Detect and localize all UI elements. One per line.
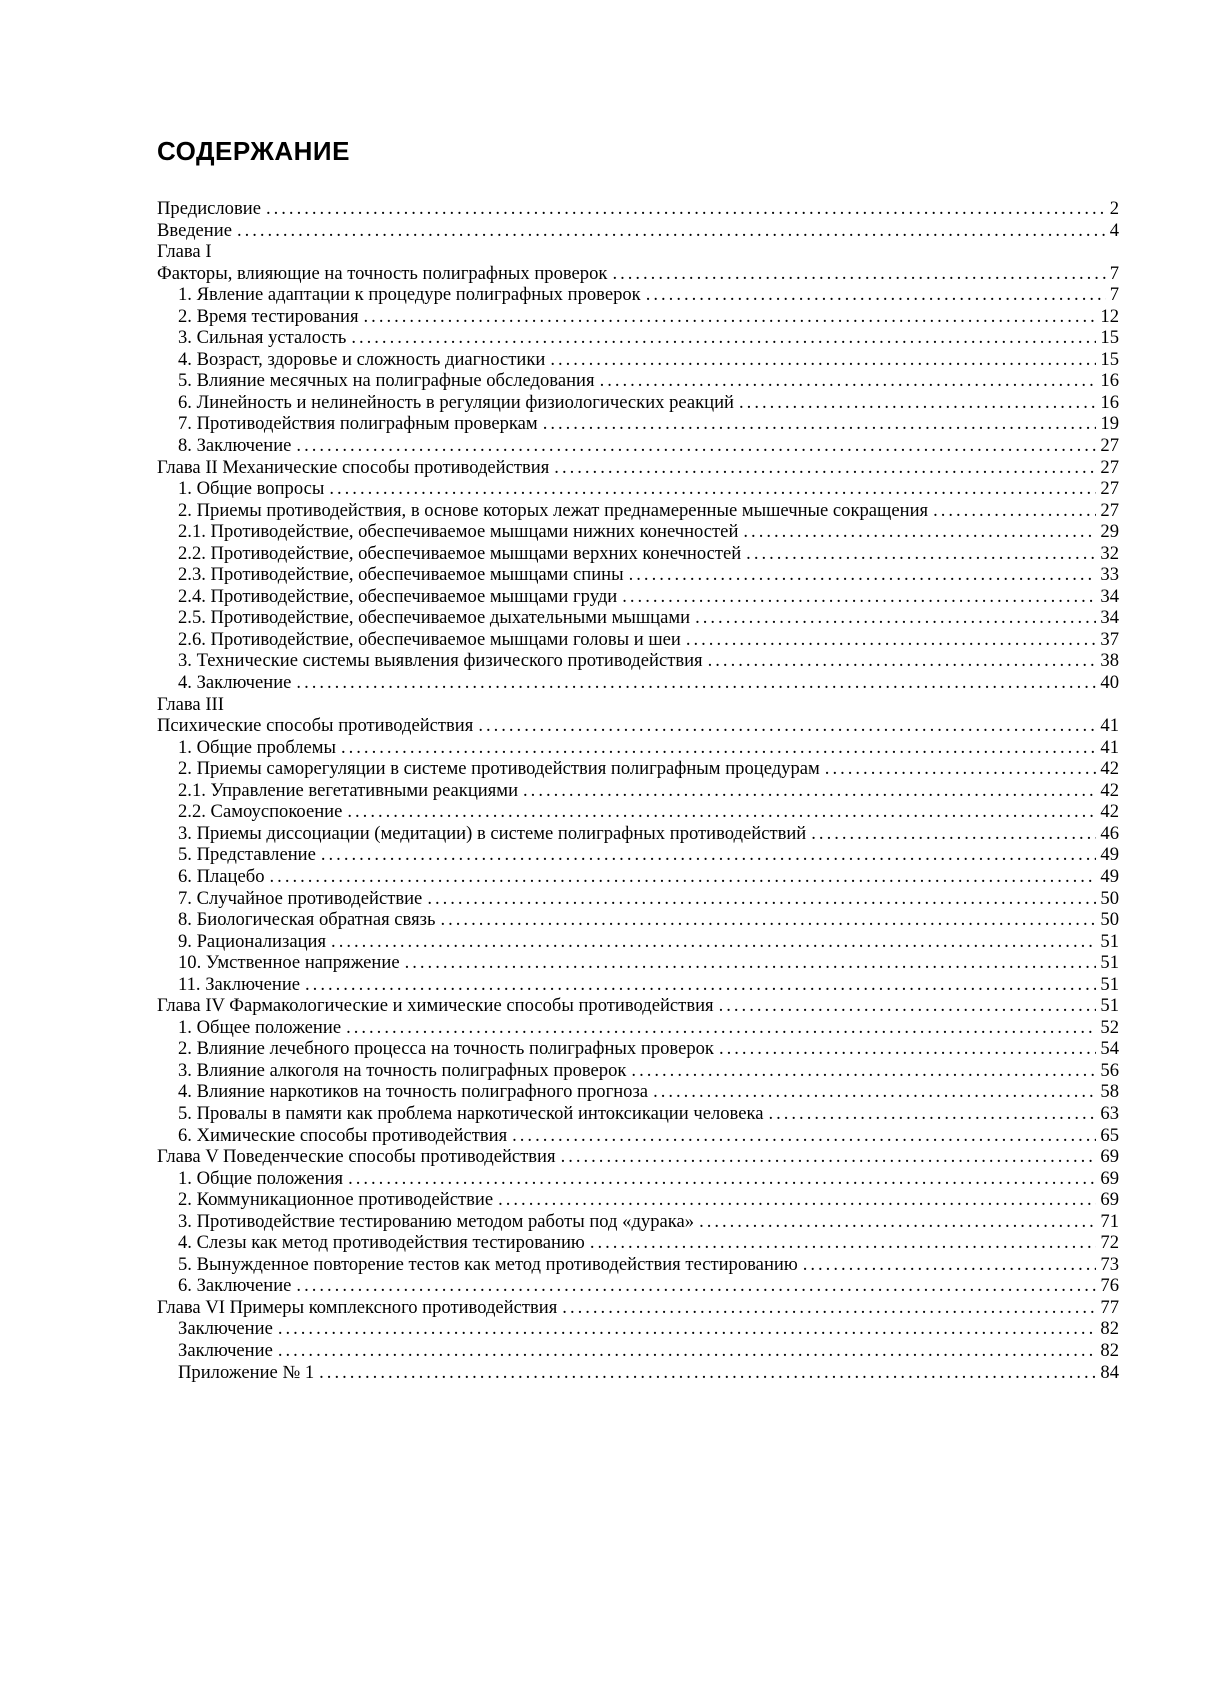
toc-entry-page: 84 [1100,1361,1119,1383]
toc-entry [157,1189,1119,1211]
toc-entry-label: 1. Общее положение [178,1016,342,1038]
toc-entry [157,564,1119,586]
dot-leader [768,1103,1096,1125]
dot-leader [600,370,1097,392]
toc-entry-page: 38 [1100,650,1119,672]
toc-entry-page: 34 [1100,585,1119,607]
toc-entry [157,1168,1119,1190]
toc-entry-page: 49 [1100,865,1119,887]
toc-entry-label: Глава II Механические способы противодействия [157,456,550,478]
toc-entry-label: 7. Случайное противодействие [178,887,423,909]
toc-entry-page: 49 [1100,844,1119,866]
dot-leader [743,521,1096,543]
toc-entry [157,974,1119,996]
toc-entry [157,543,1119,565]
dot-leader [695,607,1096,629]
toc-entry-label: 2.2. Самоуспокоение [178,801,343,823]
toc-entry-page: 34 [1100,607,1119,629]
dot-leader [341,737,1096,759]
toc-entry [157,629,1119,651]
toc-entry [157,306,1119,328]
toc-entry-page: 56 [1100,1059,1119,1081]
page-title: СОДЕРЖАНИЕ [157,136,350,166]
toc-entry-label: Факторы, влияющие на точность полиграфных проверок [157,262,608,284]
dot-leader [347,801,1096,823]
toc-entry-label: 5. Представление [178,844,316,866]
toc-entry-label: 6. Заключение [178,1275,292,1297]
toc-entry [157,435,1119,457]
toc-entry-page: 19 [1100,413,1119,435]
toc-entry [157,1211,1119,1233]
toc-entry [157,801,1119,823]
toc-entry-label: Психические способы противодействия [157,715,474,737]
toc-entry-page: 50 [1100,887,1119,909]
toc-entry [157,1297,1119,1319]
dot-leader [699,1211,1096,1233]
toc-entry-page: 50 [1100,909,1119,931]
toc-entry [157,521,1119,543]
toc-entry [157,413,1119,435]
toc-entry [157,500,1119,522]
toc-entry [157,694,1119,716]
toc-entry [157,478,1119,500]
toc-entry-label: 2.3. Противодействие, обеспечиваемое мышцами спины [178,564,624,586]
toc-entry-label: 2. Влияние лечебного процесса на точность полиграфных проверок [178,1038,714,1060]
toc-entry-label: 2.1. Противодействие, обеспечиваемое мышцами нижних конечностей [178,521,739,543]
toc-entry-page: 16 [1100,370,1119,392]
toc-entry [157,392,1119,414]
toc-entry-page: 42 [1100,758,1119,780]
toc-entry-label: 1. Явление адаптации к процедуре полиграфных проверок [178,284,641,306]
toc-entry-label: 2.5. Противодействие, обеспечиваемое дыхательными мышцами [178,607,691,629]
dot-leader [554,457,1096,479]
toc-entry [157,1318,1119,1340]
toc-entry-page: 37 [1100,628,1119,650]
dot-leader [746,543,1096,565]
toc-entry-label: 10. Умственное напряжение [178,952,400,974]
toc-entry [157,1017,1119,1039]
dot-leader [237,220,1106,242]
toc-entry-label: Глава I [157,241,212,263]
toc-entry-label: 8. Биологическая обратная связь [178,909,436,931]
toc-entry-page: 27 [1100,478,1119,500]
toc-entry-label: 1. Общие положения [178,1167,344,1189]
toc-entry-page: 12 [1100,305,1119,327]
toc-entry [157,931,1119,953]
dot-leader [278,1318,1097,1340]
dot-leader [278,1340,1097,1362]
toc-entry-page: 33 [1100,564,1119,586]
dot-leader [622,586,1096,608]
dot-leader [612,263,1105,285]
toc-entry-page: 71 [1100,1210,1119,1232]
dot-leader [512,1125,1096,1147]
dot-leader [646,284,1106,306]
toc-entry-label: 4. Влияние наркотиков на точность полиграфного прогноза [178,1081,649,1103]
toc-entry-page: 76 [1100,1275,1119,1297]
toc-entry [157,1362,1119,1384]
toc-entry-label: 1. Общие вопросы [178,478,325,500]
dot-leader [405,952,1097,974]
toc-entry [157,370,1119,392]
toc-entry [157,909,1119,931]
dot-leader [590,1232,1097,1254]
dot-leader [708,650,1097,672]
toc-entry [157,1125,1119,1147]
toc-entry-label: 2. Приемы саморегуляции в системе противодействия полиграфным процедурам [178,758,820,780]
toc-entry [157,1081,1119,1103]
toc-list [157,198,1119,1383]
toc-entry [157,220,1119,242]
toc-entry-label: 2.6. Противодействие, обеспечиваемое мышцами головы и шеи [178,628,681,650]
dot-leader [523,780,1096,802]
toc-entry-page: 51 [1100,973,1119,995]
toc-entry [157,823,1119,845]
toc-entry-label: 5. Вынужденное повторение тестов как метод противодействия тестированию [178,1253,798,1275]
dot-leader [266,198,1106,220]
dot-leader [440,909,1096,931]
toc-entry-page: 15 [1100,327,1119,349]
dot-leader [629,564,1097,586]
dot-leader [296,1275,1096,1297]
dot-leader [803,1254,1097,1276]
dot-leader [653,1081,1096,1103]
dot-leader [319,1362,1096,1384]
toc-entry-page: 40 [1100,672,1119,694]
toc-entry-label: Предисловие [157,198,261,219]
toc-entry [157,327,1119,349]
toc-entry-label: 6. Плацебо [178,865,265,887]
toc-entry [157,198,1119,220]
toc-entry-page: 27 [1100,435,1119,457]
toc-entry-label: 3. Приемы диссоциации (медитации) в системе полиграфных противодействий [178,822,807,844]
dot-leader [270,866,1097,888]
toc-entry-page: 15 [1100,348,1119,370]
toc-entry [157,1038,1119,1060]
toc-entry-label: 4. Слезы как метод противодействия тестированию [178,1232,585,1254]
toc-entry-page: 69 [1100,1167,1119,1189]
toc-entry-label: Приложение № 1 [178,1361,315,1383]
toc-entry-page: 42 [1100,801,1119,823]
toc-entry-label: 1. Общие проблемы [178,736,336,758]
toc-entry-page: 46 [1100,822,1119,844]
toc-entry-page: 52 [1100,1016,1119,1038]
toc-entry-label: 3. Технические системы выявления физического противодействия [178,650,703,672]
toc-entry [157,1060,1119,1082]
toc-entry-page: 4 [1109,219,1119,241]
dot-leader [329,478,1096,500]
toc-entry-label: Заключение [178,1339,273,1361]
dot-leader [498,1189,1096,1211]
toc-entry-page: 58 [1100,1081,1119,1103]
toc-entry-page: 54 [1100,1038,1119,1060]
dot-leader [933,500,1096,522]
toc-entry-label: 9. Рационализация [178,930,327,952]
toc-entry-label: 3. Противодействие тестированию методом работы под «дурака» [178,1210,695,1232]
toc-entry [157,758,1119,780]
toc-entry-label: 2.1. Управление вегетативными реакциями [178,779,519,801]
toc-entry-page: 32 [1100,542,1119,564]
toc-entry-label: 3. Влияние алкоголя на точность полиграфных проверок [178,1059,627,1081]
toc-entry-page: 27 [1100,499,1119,521]
toc-entry-label: 7. Противодействия полиграфным проверкам [178,413,538,435]
dot-leader [348,1168,1096,1190]
toc-entry-page: 73 [1100,1253,1119,1275]
toc-entry-label: 5. Провалы в памяти как проблема наркотической интоксикации человека [178,1102,764,1124]
dot-leader [719,995,1097,1017]
toc-entry [157,1275,1119,1297]
dot-leader [296,435,1096,457]
toc-entry-label: 2. Время тестирования [178,305,359,327]
toc-entry-label: 2.4. Противодействие, обеспечиваемое мышцами груди [178,585,618,607]
toc-entry [157,780,1119,802]
toc-entry-label: Глава VI Примеры комплексного противодействия [157,1296,558,1318]
dot-leader [478,715,1096,737]
toc-entry [157,1254,1119,1276]
toc-entry-page: 69 [1100,1189,1119,1211]
dot-leader [427,888,1096,910]
toc-entry-page: 82 [1100,1339,1119,1361]
toc-entry-page: 27 [1100,456,1119,478]
toc-entry-label: 6. Химические способы противодействия [178,1124,508,1146]
toc-entry [157,284,1119,306]
dot-leader [346,1017,1096,1039]
dot-leader [825,758,1097,780]
toc-entry [157,1146,1119,1168]
toc-entry [157,586,1119,608]
toc-entry-label: Глава V Поведенческие способы противодействия [157,1146,556,1168]
toc-entry-page: 7 [1109,284,1119,306]
dot-leader [543,413,1097,435]
dot-leader [631,1060,1096,1082]
toc-entry [157,866,1119,888]
toc-entry-page: 82 [1100,1318,1119,1340]
toc-entry-page: 29 [1100,521,1119,543]
toc-entry-label: Введение [157,219,232,241]
dot-leader [331,931,1096,953]
toc-entry [157,672,1119,694]
toc-entry-label: Заключение [178,1318,273,1340]
toc-entry-page: 51 [1100,995,1119,1017]
toc-entry [157,715,1119,737]
toc-entry-label: 3. Сильная усталость [178,327,347,349]
toc-entry-label: 2. Приемы противодействия, в основе которых лежат преднамеренные мышечные сокращения [178,499,929,521]
dot-leader [811,823,1096,845]
dot-leader [686,629,1097,651]
dot-leader [351,327,1096,349]
toc-entry [157,1232,1119,1254]
toc-entry [157,263,1119,285]
toc-entry-label: 6. Линейность и нелинейность в регуляции физиологических реакций [178,391,735,413]
toc-entry-page: 41 [1100,715,1119,737]
toc-entry-page: 63 [1100,1102,1119,1124]
toc-entry-page: 41 [1100,736,1119,758]
toc-entry-page: 51 [1100,930,1119,952]
dot-leader [719,1038,1096,1060]
toc-entry [157,457,1119,479]
dot-leader [739,392,1096,414]
toc-entry-label: 8. Заключение [178,435,292,457]
toc-entry-page: 2 [1109,198,1119,219]
toc-entry-label: 5. Влияние месячных на полиграфные обследования [178,370,595,392]
dot-leader [321,844,1097,866]
toc-entry-page: 72 [1100,1232,1119,1254]
dot-leader [305,974,1096,996]
toc-entry [157,844,1119,866]
toc-entry-label: 4. Заключение [178,672,292,694]
toc-entry-label: 2.2. Противодействие, обеспечиваемое мышцами верхних конечностей [178,542,742,564]
dot-leader [561,1146,1097,1168]
toc-entry [157,607,1119,629]
toc-entry-page: 42 [1100,779,1119,801]
dot-leader [550,349,1096,371]
toc-entry-label: 4. Возраст, здоровье и сложность диагностики [178,348,546,370]
toc-entry-label: 11. Заключение [178,973,301,995]
toc-entry [157,349,1119,371]
toc-entry [157,1103,1119,1125]
dot-leader [364,306,1097,328]
toc-entry-page: 16 [1100,391,1119,413]
toc-entry [157,952,1119,974]
toc-entry-label: Глава III [157,693,224,715]
toc-entry-page: 69 [1100,1146,1119,1168]
toc-entry [157,241,1119,263]
dot-leader [562,1297,1096,1319]
toc-entry-page: 65 [1100,1124,1119,1146]
toc-entry-page: 51 [1100,952,1119,974]
toc-entry [157,995,1119,1017]
toc-entry-page: 7 [1109,262,1119,284]
toc-entry-label: 2. Коммуникационное противодействие [178,1189,494,1211]
dot-leader [296,672,1096,694]
toc-entry-label: Глава IV Фармакологические и химические способы противодействия [157,995,714,1017]
toc-entry [157,888,1119,910]
toc-entry [157,650,1119,672]
toc-entry-page: 77 [1100,1296,1119,1318]
toc-entry [157,1340,1119,1362]
toc-entry [157,737,1119,759]
